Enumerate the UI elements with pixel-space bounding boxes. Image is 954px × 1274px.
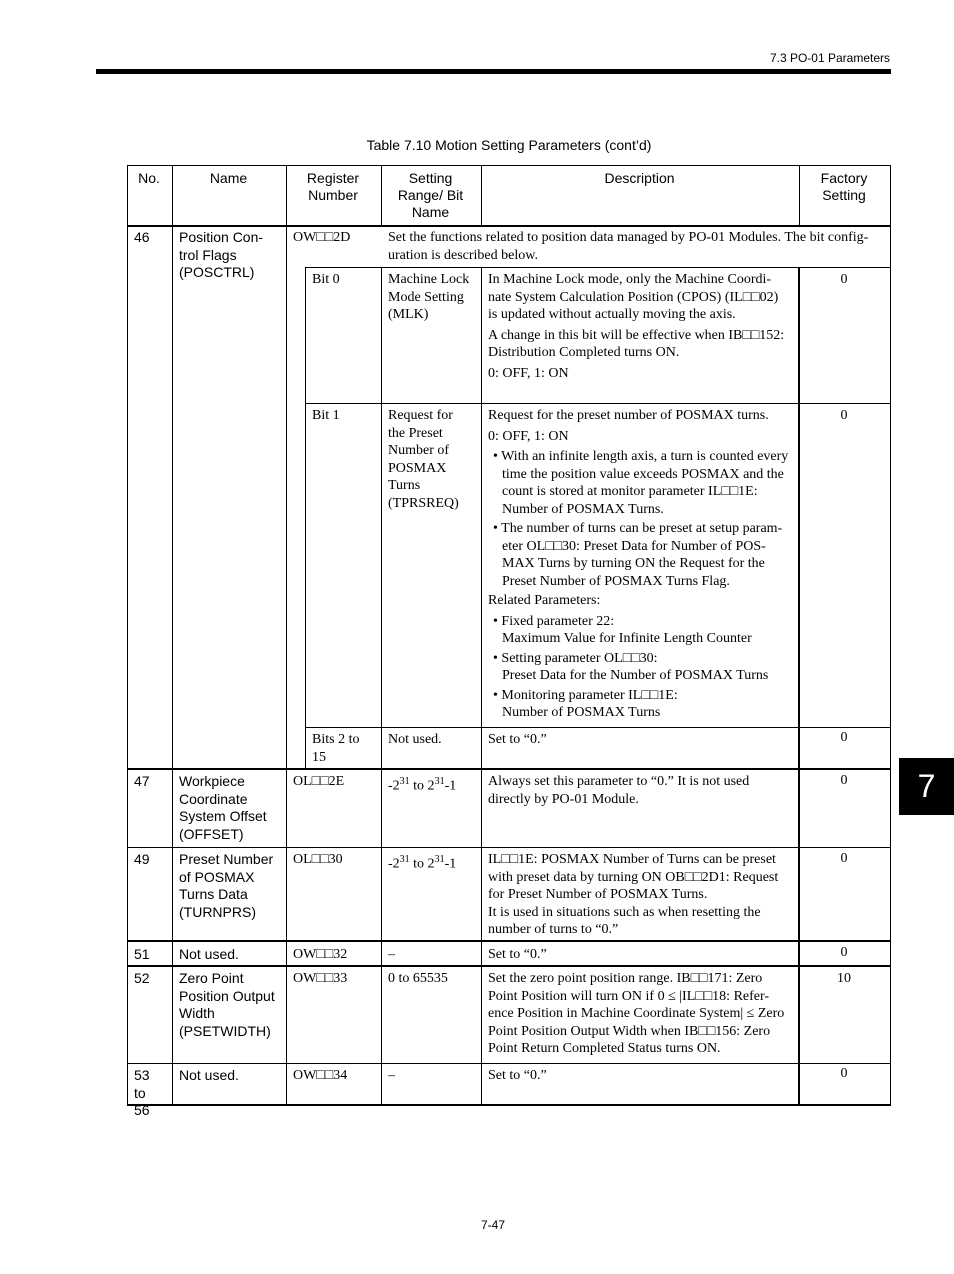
row46-no: 46 (134, 229, 150, 245)
bit1-bullet-2: • The number of turns can be preset at setup param-eter OL□□30: Preset Data for Number of POS-MAX Turns by turning ON the Request for the Preset Number of POSMAX Turns Flag. (493, 521, 783, 589)
section-header: 7.3 PO-01 Parameters (769, 51, 890, 65)
row47-name: Workpiece Coordinate System Offset (OFFSET) (179, 773, 267, 842)
table-left-border (127, 165, 128, 1106)
row53-factory: 0 (840, 1066, 848, 1081)
bit1-desc-1: Request for the preset number of POSMAX turns. (488, 408, 769, 423)
row49-factory: 0 (840, 851, 848, 866)
row49-range-exp2: 31 (434, 854, 445, 865)
row52-factory: 10 (837, 971, 851, 986)
bit0-name: Machine Lock Mode Setting (MLK) (388, 272, 470, 322)
bit0-desc-1: In Machine Lock mode, only the Machine Coordi-nate System Calculation Position (CPOS) (IL□□02) is updated without actually moving the axis. (488, 272, 779, 322)
row47-range-exp2: 31 (434, 776, 445, 787)
row49-desc-2: It is used in situations such as when resetting the number of turns to “0.” (488, 904, 761, 937)
col-header-name: Name (209, 170, 248, 186)
bit0-label: Bit 0 (312, 272, 340, 287)
row49-bottom-border (127, 940, 891, 942)
row47-no: 47 (134, 773, 150, 789)
row49-range-base: -2 (388, 856, 400, 872)
row46-register: OW□□2D (293, 230, 351, 245)
col-header-no: No. (138, 170, 160, 186)
row52-description: Set the zero point position range. IB□□171: Zero Point Position will turn ON if 0 ≤ |IL□□18: Refer-ence Position in Machine Coordinate System| ≤ Zero Point Position Output Width when IB□□156: Zero Point Return Completed Status turns ON. (488, 971, 785, 1056)
row51-no: 51 (134, 946, 150, 962)
row51-name: Not used. (179, 946, 239, 962)
col-header-description: Description (604, 170, 675, 186)
row47-range-base: -2 (388, 778, 400, 794)
chapter-tab[interactable]: 7 (899, 758, 954, 815)
col-line-setting (381, 768, 382, 1106)
bit-rows-top-border (305, 267, 891, 268)
bits2-15-label: Bits 2 to 15 (312, 732, 360, 765)
row53-register: OW□□34 (293, 1068, 348, 1083)
row51-range: – (388, 947, 395, 962)
table-caption: Table 7.10 Motion Setting Parameters (cont’d) (366, 137, 652, 153)
bits2-15-description: Set to “0.” (488, 732, 547, 747)
row47-bottom-border (127, 847, 891, 848)
bit-indent-line (305, 267, 306, 768)
row47-factory: 0 (840, 773, 848, 788)
row47-range-mid: to 2 (409, 778, 435, 794)
col-line-register (286, 768, 287, 1106)
row52-range: 0 to 65535 (388, 971, 448, 986)
row52-no: 52 (134, 970, 150, 986)
row47-register: OL□□2E (293, 774, 345, 789)
bit0-factory: 0 (840, 272, 848, 287)
row49-range-mid: to 2 (409, 856, 435, 872)
bit1-desc-2: 0: OFF, 1: ON (488, 428, 569, 444)
bit1-label: Bit 1 (312, 408, 340, 423)
header-rule (96, 69, 891, 74)
row49-description (482, 849, 799, 939)
page-number: 7-47 (480, 1218, 506, 1232)
bit1-related-3a: • Monitoring parameter IL□□1E: (493, 687, 678, 703)
row53-no: 53 to 56 (134, 1067, 150, 1118)
bit1-related-3b: Number of POSMAX Turns (502, 705, 661, 720)
row51-description: Set to “0.” (488, 947, 547, 962)
row46-name: Position Con-trol Flags (POSCTRL) (179, 229, 264, 280)
bits2-15-factory: 0 (840, 730, 848, 745)
bit1-related-heading: Related Parameters: (488, 593, 601, 608)
col-line-register-46 (286, 226, 287, 768)
bit0-bottom-border (305, 403, 891, 404)
row53-range: – (388, 1068, 395, 1083)
row51-bottom-border (127, 965, 891, 967)
bit1-related-2a: • Setting parameter OL□□30: (493, 650, 658, 666)
row49-no: 49 (134, 851, 150, 867)
row49-range-exp1: 31 (399, 854, 410, 865)
col-header-register: Register Number (306, 170, 360, 203)
col-header-setting: Setting Range/ Bit Name (397, 170, 464, 220)
row49-name: Preset Number of POSMAX Turns Data (TURNPRS) (179, 851, 274, 920)
bit1-related-2b: Preset Data for the Number of POSMAX Turns (502, 668, 769, 683)
row52-bottom-border (127, 1063, 891, 1064)
row47-range-exp1: 31 (399, 776, 410, 787)
table-bottom-border (127, 1104, 891, 1106)
bit1-related-1b: Maximum Value for Infinite Length Counter (502, 631, 752, 646)
row49-desc-1: IL□□1E: POSMAX Number of Turns can be preset with preset data by turning ON OB□□2D1: Request for Preset Number of POSMAX Turns. (488, 852, 779, 902)
table-right-border (890, 165, 891, 1106)
row47-range-end: -1 (444, 778, 457, 794)
row52-register: OW□□33 (293, 971, 348, 986)
col-line-setting-bits (381, 267, 382, 768)
col-header-factory: Factory Setting (820, 170, 868, 203)
bit1-name: Request for the Preset Number of POSMAX Turns (TPRSREQ) (388, 408, 459, 511)
row51-register: OW□□32 (293, 947, 348, 962)
bit1-factory: 0 (840, 408, 848, 423)
bit0-description (482, 269, 799, 385)
row51-factory: 0 (840, 945, 848, 960)
bit1-bullet-1: • With an infinite length axis, a turn is counted every time the position value exceeds POSMAX and the count is stored at monitor parameter IL□□1E: Number of POSMAX Turns. (493, 449, 789, 517)
bit0-desc-2: A change in this bit will be effective when IB□□152: Distribution Completed turns ON. (488, 327, 785, 360)
table-top-border (127, 165, 891, 166)
row46-description: Set the functions related to position data managed by PO-01 Modules. The bit config-uration is described below. (388, 230, 869, 263)
row46-bottom-border (127, 768, 891, 770)
bit0-desc-3: 0: OFF, 1: ON (488, 365, 569, 381)
row49-register: OL□□30 (293, 852, 343, 867)
row47-description: Always set this parameter to “0.” It is not used directly by PO-01 Module. (488, 774, 750, 807)
bits2-15-name: Not used. (388, 732, 442, 747)
col-line-name (172, 165, 173, 1106)
row52-name: Zero Point Position Output Width (PSETWIDTH) (179, 970, 275, 1039)
row47-range (382, 771, 481, 795)
row49-range (382, 849, 481, 873)
bit1-description (482, 405, 799, 724)
row53-description: Set to “0.” (488, 1068, 547, 1083)
row49-range-end: -1 (444, 856, 457, 872)
bit1-related-1a: • Fixed parameter 22: (493, 613, 615, 629)
row53-name: Not used. (179, 1067, 239, 1083)
